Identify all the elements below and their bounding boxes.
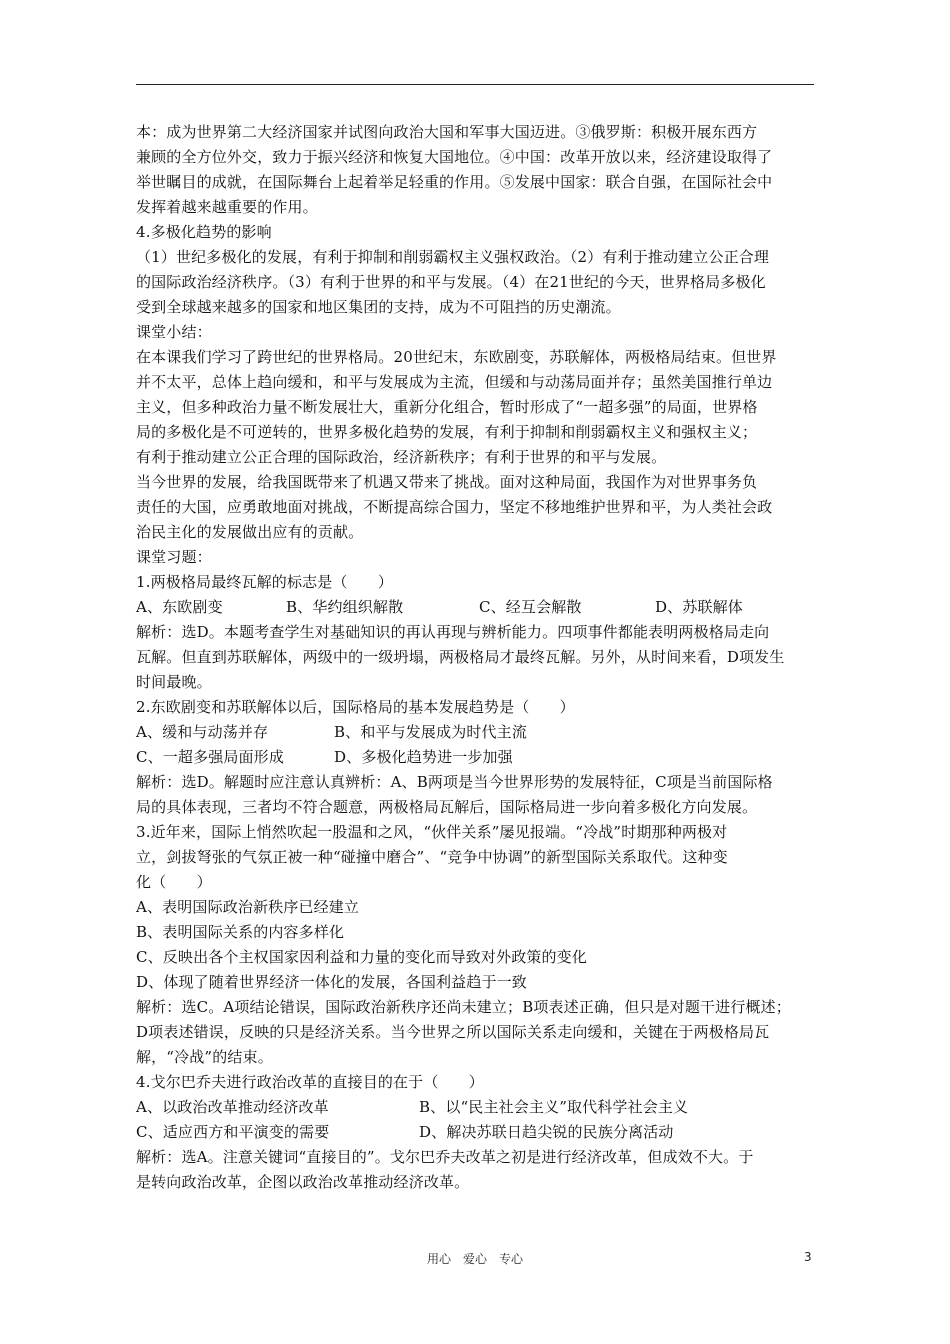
text-line: 治民主化的发展做出应有的贡献。 — [136, 523, 364, 541]
header-rule — [136, 84, 814, 85]
text-line: 解析：选D。解题时应注意认真辨析：A、B两项是当今世界形势的发展特征，C项是当前国际格 — [136, 773, 773, 791]
text-line: 时间最晚。 — [136, 673, 212, 691]
text-line: 2.东欧剧变和苏联解体以后，国际格局的基本发展趋势是（ ） — [136, 698, 575, 716]
text-line: 4.多极化趋势的影响 — [136, 223, 272, 241]
text-line: 解析：选C。A项结论错误，国际政治新秩序还尚未建立；B项表述正确，但只是对题干进行概述； — [136, 998, 791, 1016]
text-line: 瓦解。但直到苏联解体，两级中的一级坍塌，两极格局才最终瓦解。另外，从时间来看，D项发生 — [136, 648, 785, 666]
answer-option: B、以“民主社会主义”取代科学社会主义 — [419, 1098, 689, 1116]
text-line: 1.两极格局最终瓦解的标志是（ ） — [136, 573, 394, 591]
text-line: 解，“冷战”的结束。 — [136, 1048, 273, 1066]
text-line: 发挥着越来越重要的作用。 — [136, 198, 318, 216]
answer-options-row — [136, 720, 816, 745]
answer-option: A、以政治改革推动经济改革 — [136, 1098, 329, 1116]
text-line: 有利于推动建立公正合理的国际政治，经济新秩序；有利于世界的和平与发展。 — [136, 448, 667, 466]
answer-options-row — [136, 1095, 816, 1120]
text-line: C、反映出各个主权国家因利益和力量的变化而导致对外政策的变化 — [136, 948, 587, 966]
answer-option: D、多极化趋势进一步加强 — [334, 748, 513, 766]
text-line: 4.戈尔巴乔夫进行政治改革的直接目的在于（ ） — [136, 1073, 484, 1091]
text-line: 受到全球越来越多的国家和地区集团的支持，成为不可阻挡的历史潮流。 — [136, 298, 621, 316]
text-line: A、表明国际政治新秩序已经建立 — [136, 898, 360, 916]
text-line: 的国际政治经济秩序。（3）有利于世界的和平与发展。（4）在21世纪的今天，世界格局多极化 — [136, 273, 766, 291]
text-line: 在本课我们学习了跨世纪的世界格局。20世纪末，东欧剧变，苏联解体，两极格局结束。但世界 — [136, 348, 777, 366]
answer-options-row — [136, 1120, 816, 1145]
text-line: 是转向政治改革，企图以政治改革推动经济改革。 — [136, 1173, 470, 1191]
text-line: 当今世界的发展，给我国既带来了机遇又带来了挑战。面对这种局面，我国作为对世界事务负 — [136, 473, 758, 491]
answer-option: C、一超多强局面形成 — [136, 748, 284, 766]
answer-option: C、适应西方和平演变的需要 — [136, 1123, 330, 1141]
text-line: 解析：选A。注意关键词“直接目的”。戈尔巴乔夫改革之初是进行经济改革，但成效不大。于 — [136, 1148, 754, 1166]
answer-option: D、解决苏联日趋尖锐的民族分离活动 — [419, 1123, 674, 1141]
document-body — [136, 120, 816, 1195]
text-line: 解析：选D。本题考查学生对基础知识的再认再现与辨析能力。四项事件都能表明两极格局走向 — [136, 623, 770, 641]
text-line: 局的具体表现，三者均不符合题意，两极格局瓦解后，国际格局进一步向着多极化方向发展。 — [136, 798, 758, 816]
text-line: 局的多极化是不可逆转的，世界多极化趋势的发展，有利于抑制和削弱霸权主义和强权主义； — [136, 423, 758, 441]
text-line: 3.近年来，国际上悄然吹起一股温和之风，“伙伴关系”屡见报端。“冷战”时期那种两极对 — [136, 823, 728, 841]
text-line: 化（ ） — [136, 873, 212, 891]
answer-options-row — [136, 595, 816, 620]
text-line: （1）世纪多极化的发展，有利于抑制和削弱霸权主义强权政治。（2）有利于推动建立公正合理 — [136, 248, 770, 266]
text-line: 主义，但多种政治力量不断发展壮大，重新分化组合，暂时形成了“一超多强”的局面，世界格 — [136, 398, 758, 416]
answer-options-row — [136, 745, 816, 770]
text-line: 本：成为世界第二大经济国家并试图向政治大国和军事大国迈进。③俄罗斯：积极开展东西方 — [136, 123, 758, 141]
answer-option: A、东欧剧变 — [136, 598, 223, 616]
text-line: 兼顾的全方位外交，致力于振兴经济和恢复大国地位。④中国：改革开放以来，经济建设取得了 — [136, 148, 773, 166]
text-line: B、表明国际关系的内容多样化 — [136, 923, 345, 941]
answer-option: B、和平与发展成为时代主流 — [334, 723, 527, 741]
text-line: D项表述错误，反映的只是经济关系。当今世界之所以国际关系走向缓和，关键在于两极格局瓦 — [136, 1023, 770, 1041]
answer-option: C、经互会解散 — [479, 598, 582, 616]
page-number: 3 — [804, 1250, 812, 1264]
text-line: 立，剑拔弩张的气氛正被一种“碰撞中磨合”、“竞争中协调”的新型国际关系取代。这种变 — [136, 848, 728, 866]
answer-option: A、缓和与动荡并存 — [136, 723, 269, 741]
footer-motto: 用心 爱心 专心 — [426, 1252, 523, 1266]
text-line: 课堂小结： — [136, 323, 212, 341]
text-line: 并不太平，总体上趋向缓和，和平与发展成为主流，但缓和与动荡局面并存；虽然美国推行单边 — [136, 373, 773, 391]
text-line: 责任的大国，应勇敢地面对挑战，不断提高综合国力，坚定不移地维护世界和平，为人类社会政 — [136, 498, 773, 516]
text-line: 举世瞩目的成就，在国际舞台上起着举足轻重的作用。⑤发展中国家：联合自强，在国际社会中 — [136, 173, 773, 191]
text-line: 课堂习题： — [136, 548, 212, 566]
text-line: D、体现了随着世界经济一体化的发展，各国利益趋于一致 — [136, 973, 527, 991]
answer-option: D、苏联解体 — [655, 598, 743, 616]
answer-option: B、华约组织解散 — [286, 598, 404, 616]
